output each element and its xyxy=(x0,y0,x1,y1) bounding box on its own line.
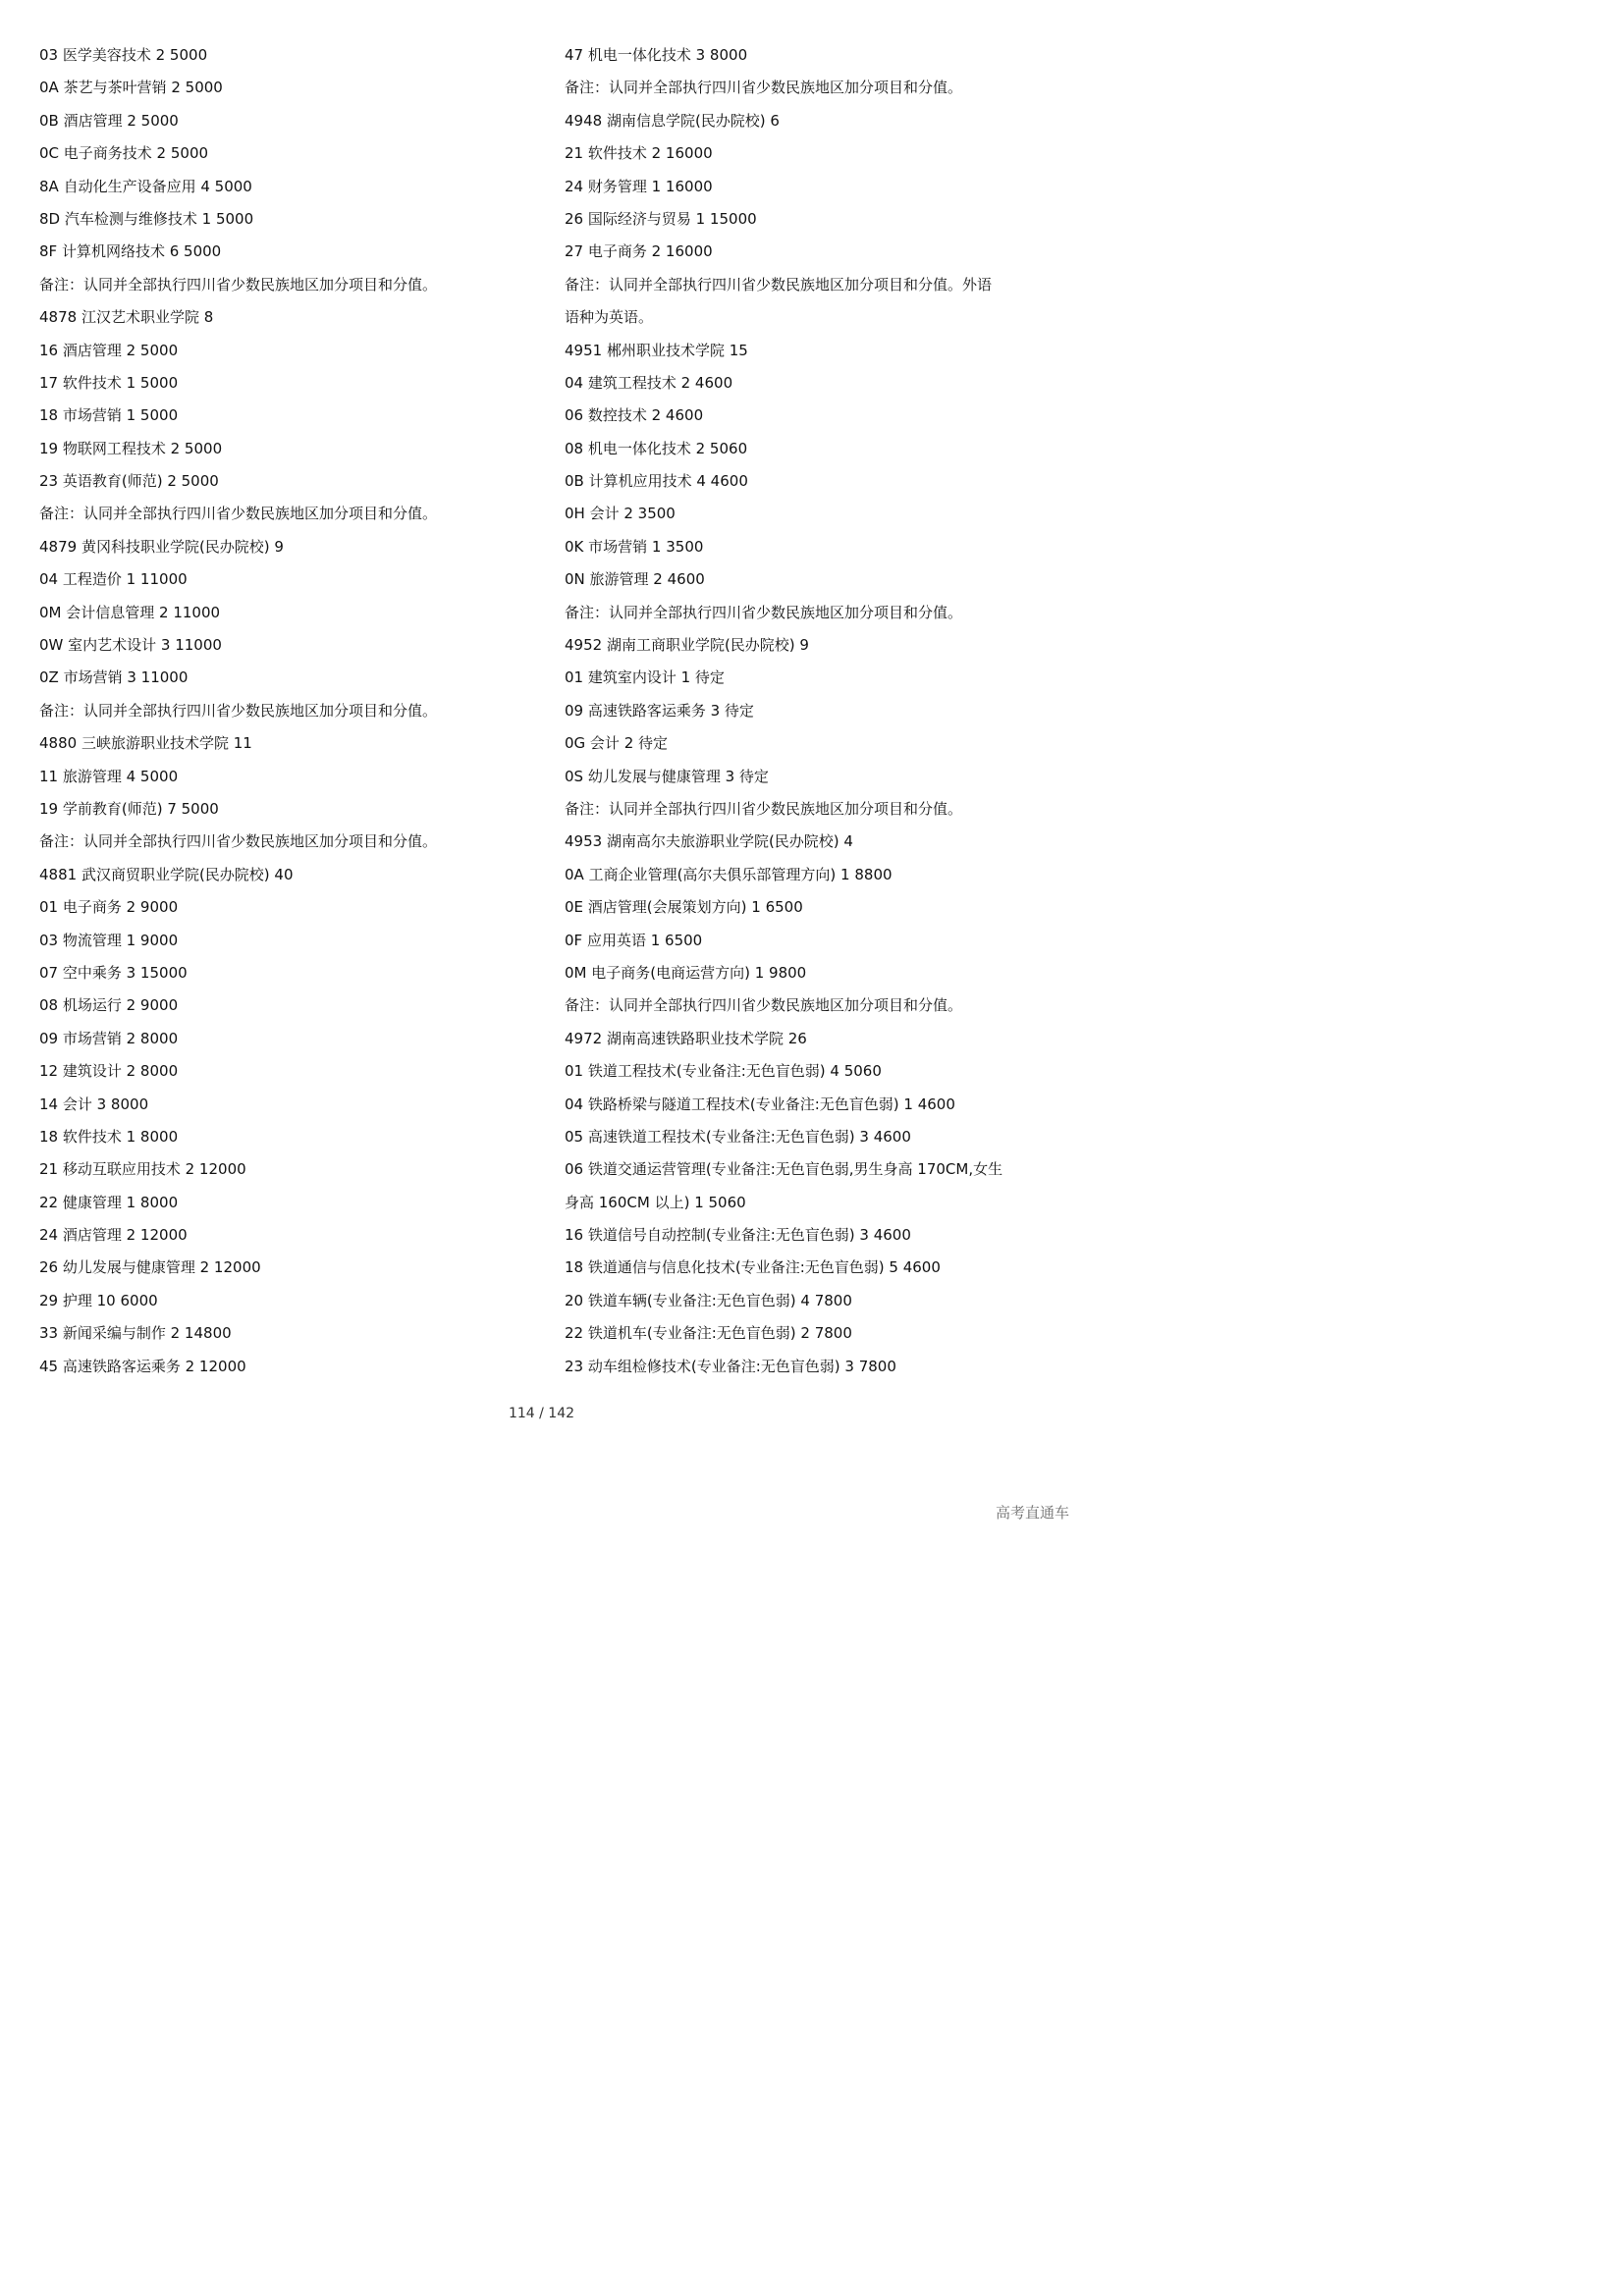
page-number: 114 / 142 xyxy=(508,1406,575,1421)
text-line: 0W 室内艺术设计 3 11000 xyxy=(39,636,222,655)
text-line: 12 建筑设计 2 8000 xyxy=(39,1062,179,1081)
text-line: 07 空中乘务 3 15000 xyxy=(39,963,188,982)
right-column xyxy=(565,39,1056,1383)
text-line: 语种为英语。 xyxy=(565,308,654,327)
text-line: 06 数控技术 2 4600 xyxy=(565,406,704,425)
text-line: 16 铁道信号自动控制(专业备注:无色盲色弱) 3 4600 xyxy=(565,1226,911,1245)
text-line: 0A 工商企业管理(高尔夫俱乐部管理方向) 1 8800 xyxy=(565,865,893,883)
text-line: 04 铁路桥梁与隧道工程技术(专业备注:无色盲色弱) 1 4600 xyxy=(565,1095,955,1113)
text-line: 0E 酒店管理(会展策划方向) 1 6500 xyxy=(565,898,803,917)
text-line: 22 健康管理 1 8000 xyxy=(39,1193,179,1211)
text-line: 19 学前教育(师范) 7 5000 xyxy=(39,799,219,818)
text-line: 01 铁道工程技术(专业备注:无色盲色弱) 4 5060 xyxy=(565,1062,882,1081)
text-line: 4948 湖南信息学院(民办院校) 6 xyxy=(565,111,780,130)
text-line: 01 建筑室内设计 1 待定 xyxy=(565,668,725,687)
text-line: 24 酒店管理 2 12000 xyxy=(39,1226,188,1245)
text-line: 23 动车组检修技术(专业备注:无色盲色弱) 3 7800 xyxy=(565,1357,896,1375)
text-line: 29 护理 10 6000 xyxy=(39,1291,158,1309)
text-line: 0H 会计 2 3500 xyxy=(565,505,676,523)
text-line: 0S 幼儿发展与健康管理 3 待定 xyxy=(565,767,769,785)
text-line: 0A 茶艺与茶叶营销 2 5000 xyxy=(39,79,223,97)
text-line: 45 高速铁路客运乘务 2 12000 xyxy=(39,1357,246,1375)
left-column xyxy=(39,39,530,1383)
text-line: 04 工程造价 1 11000 xyxy=(39,570,188,589)
text-line: 21 移动互联应用技术 2 12000 xyxy=(39,1160,246,1179)
text-line: 47 机电一体化技术 3 8000 xyxy=(565,46,748,64)
text-line: 4972 湖南高速铁路职业技术学院 26 xyxy=(565,1029,807,1047)
text-line: 0B 计算机应用技术 4 4600 xyxy=(565,472,748,491)
text-line: 4878 江汉艺术职业学院 8 xyxy=(39,308,214,327)
text-line: 备注：认同并全部执行四川省少数民族地区加分项目和分值。外语 xyxy=(565,275,993,294)
text-line: 01 电子商务 2 9000 xyxy=(39,898,179,917)
text-line: 16 酒店管理 2 5000 xyxy=(39,341,179,359)
text-line: 备注：认同并全部执行四川省少数民族地区加分项目和分值。 xyxy=(39,505,438,523)
text-line: 4881 武汉商贸职业学院(民办院校) 40 xyxy=(39,865,294,883)
text-line: 备注：认同并全部执行四川省少数民族地区加分项目和分值。 xyxy=(565,79,963,97)
text-line: 备注：认同并全部执行四川省少数民族地区加分项目和分值。 xyxy=(565,799,963,818)
text-line: 0K 市场营销 1 3500 xyxy=(565,537,704,556)
text-line: 04 建筑工程技术 2 4600 xyxy=(565,373,733,392)
text-line: 18 软件技术 1 8000 xyxy=(39,1127,179,1146)
text-line: 0B 酒店管理 2 5000 xyxy=(39,111,179,130)
text-line: 26 国际经济与贸易 1 15000 xyxy=(565,209,757,228)
text-line: 23 英语教育(师范) 2 5000 xyxy=(39,472,219,491)
text-line: 24 财务管理 1 16000 xyxy=(565,177,713,195)
text-line: 0Z 市场营销 3 11000 xyxy=(39,668,189,687)
text-line: 21 软件技术 2 16000 xyxy=(565,144,713,163)
text-line: 08 机电一体化技术 2 5060 xyxy=(565,439,748,457)
text-line: 0G 会计 2 待定 xyxy=(565,734,669,753)
text-line: 0N 旅游管理 2 4600 xyxy=(565,570,705,589)
text-line: 22 铁道机车(专业备注:无色盲色弱) 2 7800 xyxy=(565,1324,852,1343)
text-line: 0M 会计信息管理 2 11000 xyxy=(39,603,221,621)
text-line: 26 幼儿发展与健康管理 2 12000 xyxy=(39,1258,261,1277)
text-line: 08 机场运行 2 9000 xyxy=(39,996,179,1015)
text-line: 20 铁道车辆(专业备注:无色盲色弱) 4 7800 xyxy=(565,1291,852,1309)
watermark: 高考直通车 xyxy=(995,1504,1069,1522)
text-line: 17 软件技术 1 5000 xyxy=(39,373,179,392)
text-line: 06 铁道交通运营管理(专业备注:无色盲色弱,男生身高 170CM,女生 xyxy=(565,1160,1003,1179)
text-line: 备注：认同并全部执行四川省少数民族地区加分项目和分值。 xyxy=(39,275,438,294)
text-line: 8A 自动化生产设备应用 4 5000 xyxy=(39,177,252,195)
text-line: 27 电子商务 2 16000 xyxy=(565,242,713,261)
text-line: 4951 郴州职业技术学院 15 xyxy=(565,341,748,359)
text-line: 05 高速铁道工程技术(专业备注:无色盲色弱) 3 4600 xyxy=(565,1127,911,1146)
text-line: 备注：认同并全部执行四川省少数民族地区加分项目和分值。 xyxy=(39,701,438,720)
text-line: 备注：认同并全部执行四川省少数民族地区加分项目和分值。 xyxy=(565,603,963,621)
text-line: 11 旅游管理 4 5000 xyxy=(39,767,179,785)
text-line: 19 物联网工程技术 2 5000 xyxy=(39,439,223,457)
text-line: 备注：认同并全部执行四川省少数民族地区加分项目和分值。 xyxy=(565,996,963,1015)
text-line: 14 会计 3 8000 xyxy=(39,1095,149,1113)
text-line: 0C 电子商务技术 2 5000 xyxy=(39,144,209,163)
text-line: 33 新闻采编与制作 2 14800 xyxy=(39,1324,232,1343)
text-line: 03 物流管理 1 9000 xyxy=(39,931,179,949)
text-line: 备注：认同并全部执行四川省少数民族地区加分项目和分值。 xyxy=(39,832,438,851)
text-line: 18 市场营销 1 5000 xyxy=(39,406,179,425)
text-line: 身高 160CM 以上) 1 5060 xyxy=(565,1193,746,1211)
text-line: 09 高速铁路客运乘务 3 待定 xyxy=(565,701,754,720)
text-line: 8D 汽车检测与维修技术 1 5000 xyxy=(39,209,254,228)
text-line: 8F 计算机网络技术 6 5000 xyxy=(39,242,222,261)
text-line: 4880 三峡旅游职业技术学院 11 xyxy=(39,734,252,753)
text-line: 4952 湖南工商职业学院(民办院校) 9 xyxy=(565,636,809,655)
text-line: 0F 应用英语 1 6500 xyxy=(565,931,703,949)
text-line: 4879 黄冈科技职业学院(民办院校) 9 xyxy=(39,537,284,556)
text-line: 09 市场营销 2 8000 xyxy=(39,1029,179,1047)
text-line: 18 铁道通信与信息化技术(专业备注:无色盲色弱) 5 4600 xyxy=(565,1258,941,1277)
text-line: 4953 湖南高尔夫旅游职业学院(民办院校) 4 xyxy=(565,832,853,851)
text-line: 0M 电子商务(电商运营方向) 1 9800 xyxy=(565,963,807,982)
text-line: 03 医学美容技术 2 5000 xyxy=(39,46,208,64)
